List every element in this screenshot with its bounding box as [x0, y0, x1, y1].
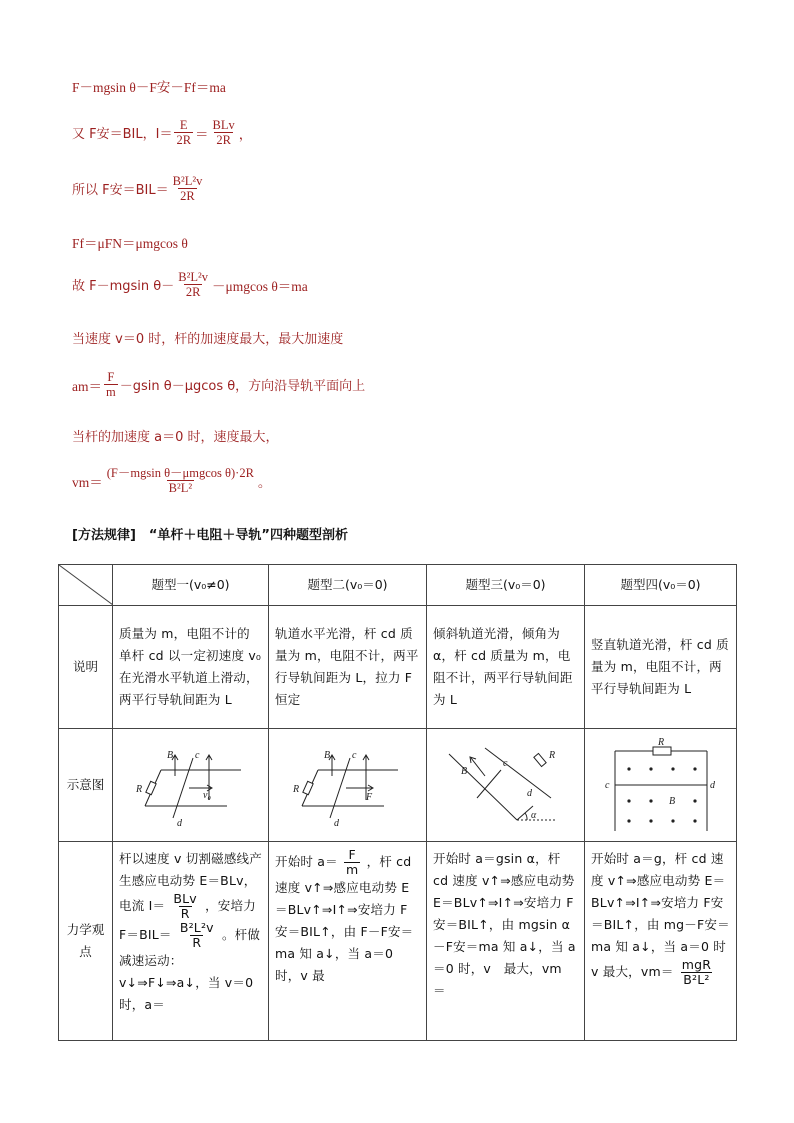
svg-text:d: d [709, 780, 715, 791]
svg-text:c: c [351, 750, 356, 761]
svg-text:d: d [176, 818, 182, 829]
svg-text:d: d [333, 818, 339, 829]
row-label-description: 说明 [59, 606, 113, 729]
section-heading: [方法规律] “单杆＋电阻＋导轨”四种题型剖析 [72, 528, 348, 543]
equation-4: Ff＝μFN＝μmgcos θ [72, 236, 188, 251]
equation-5: 故 F－mgsin θ－ $\frac{\text{B²L²v}}{2R}$ －μmgcos θ＝ma [72, 270, 308, 299]
equation-7: am＝ $\frac{F}{m}$ －gsin θ－μgcos θ，方向沿导轨平面向上 [72, 370, 366, 399]
fraction: $\frac{\text{B²L²v}}{R}$ [179, 920, 214, 950]
equation-2: 又 F安＝BIL，I＝ $\frac{E}{2R}$ ＝ $\frac{\text{BLv}}{2R}$ ， [72, 118, 253, 147]
svg-text:B: B [668, 796, 675, 807]
fraction: $\frac{F}{m}$ [106, 370, 116, 399]
diagram-type-4 [585, 729, 737, 842]
fraction: $\frac{\text{B²L²v}}{2R}$ [172, 174, 203, 203]
svg-text:c: c [194, 750, 199, 761]
svg-text:R: R [548, 750, 555, 761]
equation-6: 当速度 v＝0 时，杆的加速度最大，最大加速度 [72, 332, 344, 347]
equation-3: 所以 F安＝BIL＝ $\frac{\text{B²L²v}}{2R}$ [72, 174, 203, 203]
svg-text:v₀: v₀ [202, 790, 211, 801]
mechanics-type-3: 开始时 a＝gsin α，杆 cd 速度 v↑⇒感应电动势 E＝BLv↑⇒I↑⇒安培力 F安＝BIL↑，由 mgsin α－F安＝ma 知 a↓，当 a＝0 时，v 最大，vm ＝ [427, 842, 585, 1041]
diagram-row [59, 729, 737, 842]
equation-8: 当杆的加速度 a＝0 时，速度最大， [72, 430, 279, 445]
svg-text:B: B [460, 766, 467, 777]
svg-text:α: α [530, 810, 536, 821]
horizontal-rail-force-diagram [288, 740, 408, 830]
fraction: $\frac{E}{2R}$ [176, 118, 192, 147]
mechanics-type-2: 开始时 a＝ $\frac{F}{m}$ ，杆 cd 速度 v↑⇒感应电动势 E＝BLv↑⇒I↑⇒安培力 F安＝BIL↑，由 F－F安＝ma 知 a↓，当 a＝0 时，v 最 [269, 842, 427, 1041]
svg-text:d: d [526, 788, 532, 799]
svg-text:R: R [657, 737, 664, 748]
vertical-rail-diagram [601, 737, 721, 833]
svg-text:c: c [502, 758, 507, 769]
diagram-type-1 [113, 729, 269, 842]
svg-text:B: B [166, 750, 173, 761]
equation-9: vm＝ $\frac{\text{(F－mgsin θ－μmgcos θ)·2R}}{\text{B²L²}}$ 。 [72, 466, 272, 495]
row-label-mechanics: 力学观点 [59, 842, 113, 1041]
description-type-2: 轨道水平光滑，杆 cd 质量为 m，电阻不计，两平行导轨间距为 L，拉力 F 恒定 [269, 606, 427, 729]
description-type-4: 竖直轨道光滑，杆 cd 质量为 m，电阻不计，两平行导轨间距为 L [585, 606, 737, 729]
fraction: $\frac{\text{(F－mgsin θ－μmgcos θ)·2R}}{\text{B²L²}}$ [106, 466, 254, 495]
horizontal-rail-diagram [131, 740, 251, 830]
fraction: $\frac{\text{BLv}}{2R}$ [212, 118, 235, 147]
row-label-diagram: 示意图 [59, 729, 113, 842]
mechanics-row [59, 842, 737, 1041]
header-type-1: 题型一(v₀≠0) [113, 565, 269, 606]
header-type-3: 题型三(v₀＝0) [427, 565, 585, 606]
fraction: $\frac{\text{mgR}}{\text{B²L²}}$ [681, 957, 712, 987]
header-type-2: 题型二(v₀＝0) [269, 565, 427, 606]
svg-text:B: B [323, 750, 330, 761]
mechanics-type-4: 开始时 a＝g，杆 cd 速度 v↑⇒感应电动势 E＝BLv↑⇒I↑⇒安培力 F安＝BIL↑，由 mg－F安＝ma 知 a↓，当 a＝0 时 v 最大，vm＝ $\frac{\text{mgR}}{\text{B²L²}}$ [585, 842, 737, 1041]
header-type-4: 题型四(v₀＝0) [585, 565, 737, 606]
svg-text:F: F [365, 792, 372, 803]
table-header-row [59, 565, 737, 606]
svg-text:R: R [135, 784, 142, 795]
svg-text:R: R [292, 784, 299, 795]
description-type-3: 倾斜轨道光滑，倾角为 α，杆 cd 质量为 m，电阻不计，两平行导轨间距为 L [427, 606, 585, 729]
fraction: $\frac{\text{B²L²v}}{2R}$ [178, 270, 208, 299]
description-row [59, 606, 737, 729]
question-types-table [58, 564, 737, 1041]
corner-cell [59, 565, 113, 606]
inclined-rail-diagram [441, 740, 571, 830]
fraction: $\frac{\text{BLv}}{R}$ [173, 891, 197, 921]
svg-text:c: c [604, 780, 609, 791]
mechanics-type-1: 杆以速度 v 切割磁感线产生感应电动势 E＝BLv，电流 I＝ $\frac{\text{BLv}}{R}$ ，安培力 F＝BIL＝ $\frac{\text{B²L²v}}{R}$ 。杆做减速运动：v↓⇒F↓⇒a↓，当 v＝0 时，a＝ [113, 842, 269, 1041]
description-type-1: 质量为 m，电阻不计的单杆 cd 以一定初速度 v₀ 在光滑水平轨道上滑动，两平行导轨间距为 L [113, 606, 269, 729]
diagram-type-3 [427, 729, 585, 842]
equation-1: F－mgsin θ－F安－Ff＝ma [72, 80, 226, 95]
fraction: $\frac{F}{m}$ [346, 847, 359, 877]
diagram-type-2 [269, 729, 427, 842]
